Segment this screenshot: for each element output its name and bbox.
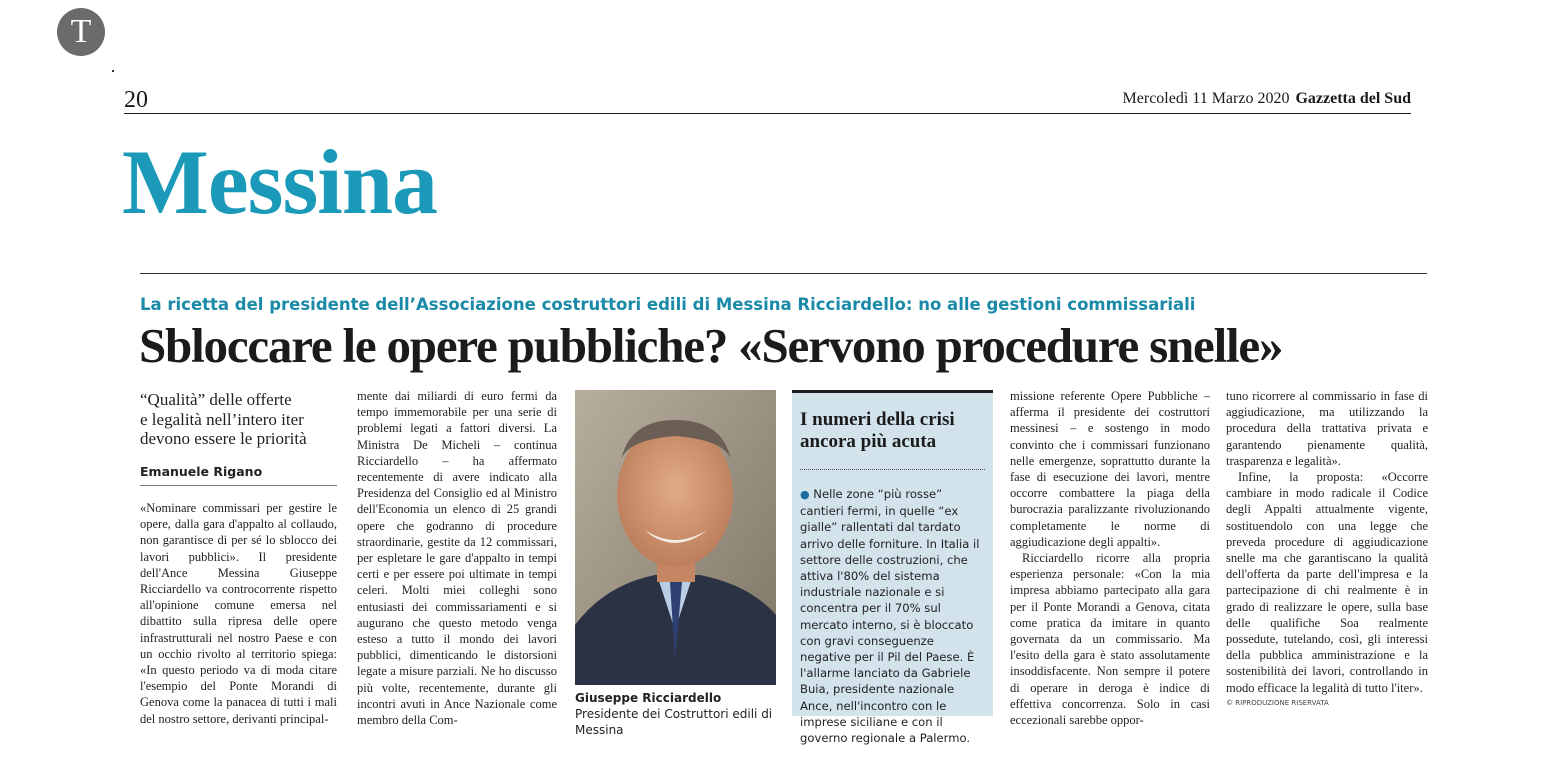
article-headline: Sbloccare le opere pubbliche? «Servono procedure snelle» — [139, 318, 1283, 373]
paragraph: mente dai miliardi di euro fermi da tempo immemorabile per una serie di problemi legati a fattori diversi. La Ministra De Micheli – continua Ricciardello – ha affermato recentemente di avere indicato alla Presidenza del Consiglio ed al Ministro dell'Economia un elenco di 25 grandi opere che godranno di procedure straordinarie, gestite da 12 commissari, per espletare le gare d'appalto in tempi certi e per essere poi ultimate in tempi celeri. Molti miei colleghi sono entusiasti dei commissariamenti e si augurano che questo metodo venga esteso a tutto il mondo dei lavori pubblici, dimenticando le distorsioni legate a misure parziali. Ne ho discusso più volte, recentemente, durante gli incontri avuti in Ance Nazionale come membro della Com- — [357, 389, 557, 728]
page-number: 20 — [124, 87, 148, 113]
dateline — [1123, 89, 1411, 109]
text-column-6 — [1226, 388, 1428, 710]
caption-name: Giuseppe Ricciardello — [575, 691, 722, 705]
article-kicker: La ricetta del presidente dell’Associazione costruttori edili di Messina Ricciardello: no alle gestioni commissariali — [140, 295, 1196, 314]
sidebar-box — [792, 390, 993, 746]
section-title: Messina — [122, 131, 437, 233]
summary-line: e legalità nell’intero iter — [140, 409, 304, 429]
paragraph: «Nominare commissari per gestire le opere, dalla gara d'appalto al collaudo, non garantisce di per sé lo sblocco dei lavori pubblici». Il presidente dell'Ance Messina Giuseppe Ricciardello va controcorrente rispetto all'opinione comune emersa nel dibattito sulla ripresa delle opere infrastrutturali nel nostro Paese e con un occhio rivolto al territorio spiega: «In questo periodo va di moda citare l'esempio del Ponte Morandi di Genova come la panacea di tutti i mali del nostro settore, derivanti principal- — [140, 501, 337, 726]
article-summary — [140, 390, 340, 449]
site-logo[interactable]: T — [57, 8, 105, 56]
summary-line: devono essere le priorità — [140, 429, 307, 448]
author-rule — [140, 485, 337, 486]
header-rule — [124, 113, 1411, 114]
copyright-notice: © RIPRODUZIONE RISERVATA — [1226, 698, 1329, 707]
sidebar-box-rule — [800, 469, 985, 470]
portrait-photo — [575, 390, 776, 685]
summary-line: “Qualità” delle offerte — [140, 390, 292, 409]
section-rule — [140, 273, 1427, 274]
text-column-1 — [140, 500, 337, 727]
bullet-icon: ● — [800, 488, 810, 501]
text-column-5 — [1010, 388, 1210, 728]
sidebar-box-title: I numeri della crisi ancora più acuta — [800, 409, 955, 452]
paragraph: tuno ricorrere al commissario in fase di aggiudicazione, ma utilizzando la procedura della trattativa privata e garantendo pienamente qualità, trasparenza e legalità». — [1226, 389, 1428, 468]
paragraph: missione referente Opere Pubbliche – afferma il presidente dei costruttori messinesi – e sostengo in modo convinto che i commissari funzionano nelle emergenze, soprattutto durante la fase di esecuzione dei lavori, mentre occorre combattere la piaga della burocrazia paralizzante rivoluzionando completamente le norme di aggiudicazione degli appalti». — [1010, 389, 1210, 549]
paragraph: Ricciardello ricorre alla propria esperienza personale: «Con la mia impresa abbiamo partecipato alla gara per il Ponte Morandi a Genova, citata come pratica da imitare in quanto governata da un commissario. Ma l'esito della gara è stato assolutamente insoddisfacente. Non sempre il potere di operare in deroga è indice di effettiva concorrenza. Solo in casi eccezionali sarebbe oppor- — [1010, 551, 1210, 728]
issue-date: Mercoledì 11 Marzo 2020 — [1122, 90, 1290, 107]
sidebar-box-text — [800, 486, 986, 746]
decorative-dot — [112, 70, 114, 72]
article-author: Emanuele Rigano — [140, 464, 263, 479]
paragraph: Infine, la proposta: «Occorre cambiare in modo radicale il Codice degli Appalti attualmente vigente, sostituendolo con una legge che preveda procedure di aggiudicazione snelle ma che garantiscano la qualità dell'offerta da parte dell'impresa e la partecipazione di chi realmente è in grado di realizzare le opere, sulla base delle qualifiche Soa realmente possedute, tutelando, così, gli interessi della pubblica amministrazione e la sostenibilità dei lavori, controllando in modo efficace la legalità di tutto l'iter». — [1226, 470, 1428, 695]
portrait-illustration — [575, 390, 776, 685]
caption-text: Presidente dei Costruttori edili di Messina — [575, 707, 773, 737]
photo-caption — [575, 690, 780, 738]
text-column-2 — [357, 388, 557, 728]
newspaper-name: Gazzetta del Sud — [1295, 90, 1411, 107]
sidebar-box-body: Nelle zone “più rosse” cantieri fermi, in quelle “ex gialle” rallentati dal tardato arrivo delle forniture. In Italia il settore delle costruzioni, che attiva l'80% del sistema industriale nazionale e si concentra per il 70% sul mercato interno, si è bloccato con gravi conseguenze negative per il Pil del Paese. È l'allarme lanciato da Gabriele Buia, presidente nazionale Ance, nell'incontro con le imprese siciliane e con il governo regionale a Palermo. — [800, 487, 980, 746]
